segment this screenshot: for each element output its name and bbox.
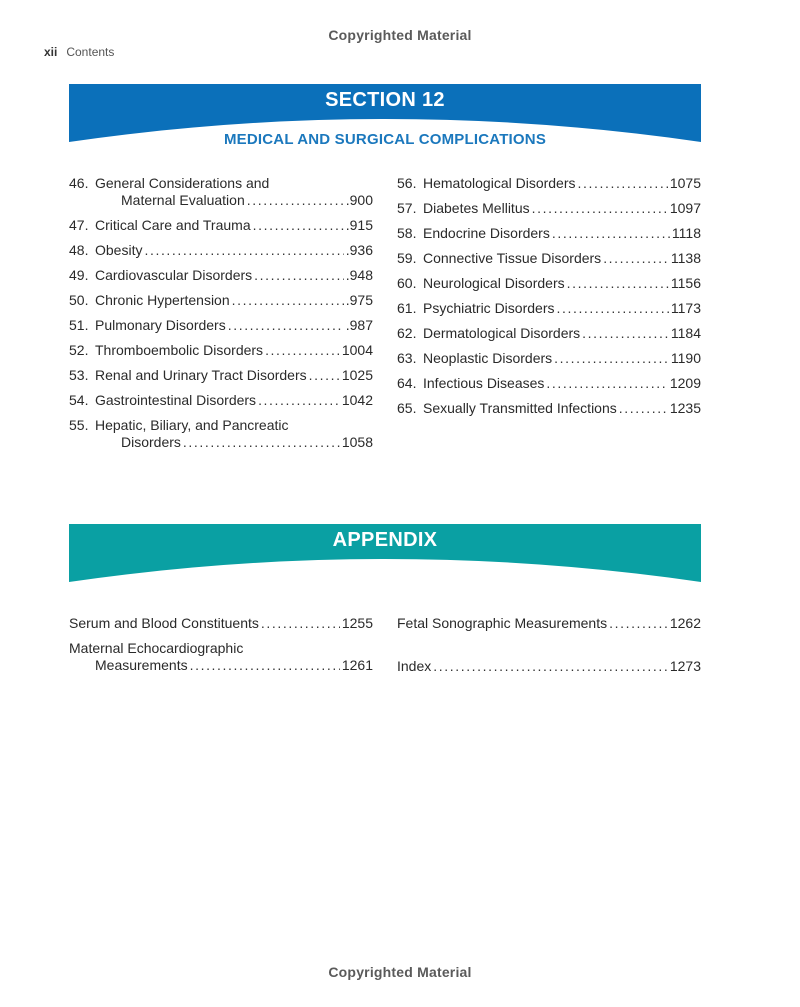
toc-entry[interactable] (397, 175, 701, 192)
entry-title: Connective Tissue Disorders (423, 250, 602, 266)
chapter-number: 51. (69, 317, 89, 333)
entry-title: Cardiovascular Disorders (95, 267, 253, 283)
entry-title-line: Hepatic, Biliary, and Pancreatic (95, 417, 289, 433)
dot-leader (554, 350, 669, 367)
chapter-number: 63. (397, 350, 417, 366)
chapter-number: 57. (397, 200, 417, 216)
toc-entry[interactable] (397, 250, 701, 267)
entry-title-line: Maternal Echocardiographic (69, 640, 244, 656)
dot-leader (433, 658, 668, 675)
page-number: xii (44, 45, 58, 59)
toc-entry[interactable] (397, 200, 701, 217)
entry-title: Sexually Transmitted Infections (423, 400, 617, 416)
dot-leader (258, 392, 340, 409)
dot-leader (261, 615, 340, 632)
page-reference: 1025 (341, 367, 373, 383)
toc-entry[interactable] (397, 275, 701, 292)
entry-title: Gastrointestinal Disorders (95, 392, 257, 408)
entry-title: Fetal Sonographic Measurements (397, 615, 608, 631)
running-head-label: Contents (66, 45, 115, 59)
entry-title-line: General Considerations and (95, 175, 270, 191)
page-reference: 1235 (669, 400, 701, 416)
entry-title: Maternal Evaluation (121, 192, 245, 208)
page-reference: 1138 (670, 250, 701, 266)
page-reference: 1261 (341, 657, 373, 673)
entry-title: Thromboembolic Disorders (95, 342, 264, 358)
toc-entry[interactable] (69, 640, 373, 674)
entry-title: Index (397, 658, 432, 674)
entry-title: Obesity (95, 242, 143, 258)
chapter-number: 62. (397, 325, 417, 341)
page-reference: .936 (345, 242, 373, 258)
section-subtitle: MEDICAL AND SURGICAL COMPLICATIONS (223, 131, 547, 148)
dot-leader (567, 275, 669, 292)
entry-title: Dermatological Disorders (423, 325, 581, 341)
entry-title: Hematological Disorders (423, 175, 576, 191)
page-reference: .987 (345, 317, 373, 333)
chapter-number: 60. (397, 275, 417, 291)
dot-leader (190, 657, 340, 674)
toc-entry[interactable] (69, 367, 373, 384)
chapter-number: 47. (69, 217, 89, 233)
entry-title: Diabetes Mellitus (423, 200, 530, 216)
dot-leader (552, 225, 670, 242)
toc-entry[interactable] (397, 375, 701, 392)
dot-leader (556, 300, 668, 317)
page-reference: 1118 (671, 225, 701, 241)
toc-entry[interactable] (69, 292, 373, 309)
chapter-number: 65. (397, 400, 417, 416)
chapter-number: 46. (69, 175, 89, 191)
chapter-number: 61. (397, 300, 417, 316)
page-reference: 1184 (670, 325, 701, 341)
dot-leader (582, 325, 669, 342)
entry-title: Disorders (121, 434, 181, 450)
toc-entry[interactable] (397, 325, 701, 342)
toc-entry[interactable] (69, 242, 373, 259)
chapter-number: 54. (69, 392, 89, 408)
chapter-number: 64. (397, 375, 417, 391)
copyright-watermark-top: Copyrighted Material (328, 27, 472, 43)
page-reference: 1173 (670, 300, 701, 316)
appendix-banner (69, 524, 701, 584)
entry-title: Measurements (95, 657, 188, 673)
page-reference: .915 (345, 217, 373, 233)
dot-leader (144, 242, 343, 259)
dot-leader (609, 615, 668, 632)
page-reference: 1209 (669, 375, 701, 391)
chapter-number: 52. (69, 342, 89, 358)
dot-leader (546, 375, 667, 392)
page-reference: 1255 (341, 615, 373, 631)
chapter-number: 55. (69, 417, 89, 433)
toc-entry[interactable] (397, 225, 701, 242)
dot-leader (265, 342, 340, 359)
toc-entry[interactable] (397, 615, 701, 632)
entry-title: Neurological Disorders (423, 275, 565, 291)
page-reference: .900 (345, 192, 373, 208)
entry-title: Chronic Hypertension (95, 292, 230, 308)
section-title: SECTION 12 (325, 89, 445, 111)
page-reference: 1262 (669, 615, 701, 631)
page-reference: 1097 (669, 200, 701, 216)
page-reference: .975 (345, 292, 373, 308)
entry-title: Psychiatric Disorders (423, 300, 555, 316)
dot-leader (232, 292, 344, 309)
entry-title: Neoplastic Disorders (423, 350, 553, 366)
entry-title: Endocrine Disorders (423, 225, 550, 241)
entry-title: Serum and Blood Constituents (69, 615, 259, 631)
dot-leader (619, 400, 668, 417)
dot-leader (532, 200, 668, 217)
toc-entry[interactable] (69, 615, 373, 632)
chapter-number: 50. (69, 292, 89, 308)
chapter-number: 58. (397, 225, 417, 241)
toc-entry[interactable] (397, 400, 701, 417)
toc-entry[interactable] (397, 658, 701, 675)
toc-entry[interactable] (69, 317, 373, 334)
toc-entry[interactable] (69, 267, 373, 284)
dot-leader (247, 192, 344, 209)
page-reference: 1190 (670, 350, 701, 366)
page-reference: 1075 (669, 175, 701, 191)
toc-entry[interactable] (397, 350, 701, 367)
entry-title: Infectious Diseases (423, 375, 545, 391)
toc-entry[interactable] (69, 217, 373, 234)
page-reference: 1004 (341, 342, 373, 358)
toc-entry[interactable] (69, 175, 373, 209)
entry-title: Pulmonary Disorders (95, 317, 226, 333)
page-reference: 1042 (341, 392, 373, 408)
entry-title: Critical Care and Trauma (95, 217, 251, 233)
toc-entry[interactable] (397, 300, 701, 317)
page-reference: 1273 (669, 658, 701, 674)
chapter-number: 56. (397, 175, 417, 191)
chapter-number: 49. (69, 267, 89, 283)
toc-entry[interactable] (69, 392, 373, 409)
dot-leader (578, 175, 668, 192)
page-reference: 1058 (341, 434, 373, 450)
page-reference: .948 (345, 267, 373, 283)
toc-entry[interactable] (69, 342, 373, 359)
page-reference: 1156 (670, 275, 701, 291)
appendix-title: APPENDIX (332, 529, 438, 551)
chapter-number: 48. (69, 242, 89, 258)
copyright-watermark-bottom: Copyrighted Material (328, 964, 472, 980)
dot-leader (603, 250, 669, 267)
chapter-number: 53. (69, 367, 89, 383)
dot-leader (228, 317, 344, 334)
toc-entry[interactable] (69, 417, 373, 451)
dot-leader (309, 367, 340, 384)
dot-leader (254, 267, 344, 284)
running-head (44, 45, 114, 59)
dot-leader (253, 217, 344, 234)
chapter-number: 59. (397, 250, 417, 266)
dot-leader (183, 434, 340, 451)
entry-title: Renal and Urinary Tract Disorders (95, 367, 307, 383)
